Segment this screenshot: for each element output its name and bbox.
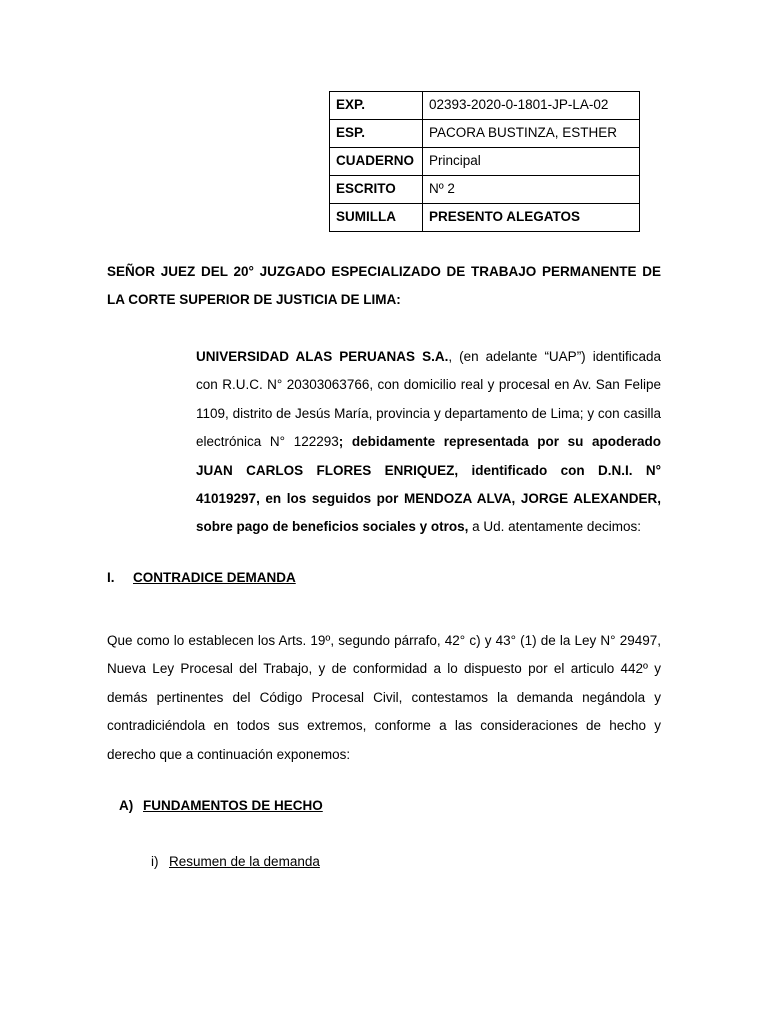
case-info-label: CUADERNO [330, 148, 423, 176]
case-info-value: Principal [423, 148, 640, 176]
body-paragraph: Que como lo establecen los Arts. 19º, segundo párrafo, 42° c) y 43° (1) de la Ley N° 29497, Nueva Ley Procesal del Trabajo, y de conformidad a lo dispuesto por el articulo 442º y demás pertinentes del Código Procesal Civil, contestamos la demanda negándola y contradiciéndola en todos sus extremos, conforme a las consideraciones de hecho y derecho que a continuación exponemos: [107, 633, 661, 762]
subsection-number: A) [119, 798, 134, 813]
sub-subsection-number: i) [151, 854, 159, 869]
intro-paragraph [196, 343, 661, 542]
subsection-title: FUNDAMENTOS DE HECHO [143, 798, 323, 813]
case-info-row-sumilla [330, 204, 640, 232]
case-info-value: Nº 2 [423, 176, 640, 204]
intro-text-3: a Ud. atentamente decimos: [468, 519, 641, 535]
section-title: CONTRADICE DEMANDA [133, 570, 296, 585]
case-info-label: ESCRITO [330, 176, 423, 204]
case-info-value: PACORA BUSTINZA, ESTHER [423, 120, 640, 148]
case-info-value: PRESENTO ALEGATOS [423, 204, 640, 232]
case-info-row-exp [330, 92, 640, 120]
case-info-row-escrito [330, 176, 640, 204]
case-info-row-esp [330, 120, 640, 148]
intro-text-2: ; debidamente representada por su apoderado JUAN CARLOS FLORES ENRIQUEZ, identificado con D.N.I. N° 41019297, en los seguidos por MENDOZA ALVA, JORGE ALEXANDER, sobre pago de beneficios sociales y otros [196, 434, 662, 535]
case-info-value: 02393-2020-0-1801-JP-LA-02 [423, 92, 640, 120]
section-heading [107, 570, 296, 585]
case-info-label: EXP. [330, 92, 423, 120]
section-number: I. [107, 570, 115, 585]
sub-subsection-title: Resumen de la demanda [169, 854, 320, 869]
subsection-heading [119, 798, 323, 813]
salutation: SEÑOR JUEZ DEL 20° JUZGADO ESPECIALIZADO DE TRABAJO PERMANENTE DE LA CORTE SUPERIOR DE JUSTICIA DE LIMA: [107, 264, 661, 307]
case-info-row-cuaderno [330, 148, 640, 176]
intro-comma: , [464, 519, 469, 535]
sub-subsection-heading [151, 854, 320, 869]
case-info-label: SUMILLA [330, 204, 423, 232]
case-info-table [329, 91, 640, 232]
intro-text-1: , (en adelante “UAP”) identificada con R.U.C. N° 20303063766, con domicilio real y procesal en Av. San Felipe 1109, distrito de Jesús María, provincia y departamento de Lima; y con casilla electrónica N° 122293 [196, 349, 661, 450]
party-name: UNIVERSIDAD ALAS PERUANAS S.A. [196, 349, 449, 364]
case-info-label: ESP. [330, 120, 423, 148]
